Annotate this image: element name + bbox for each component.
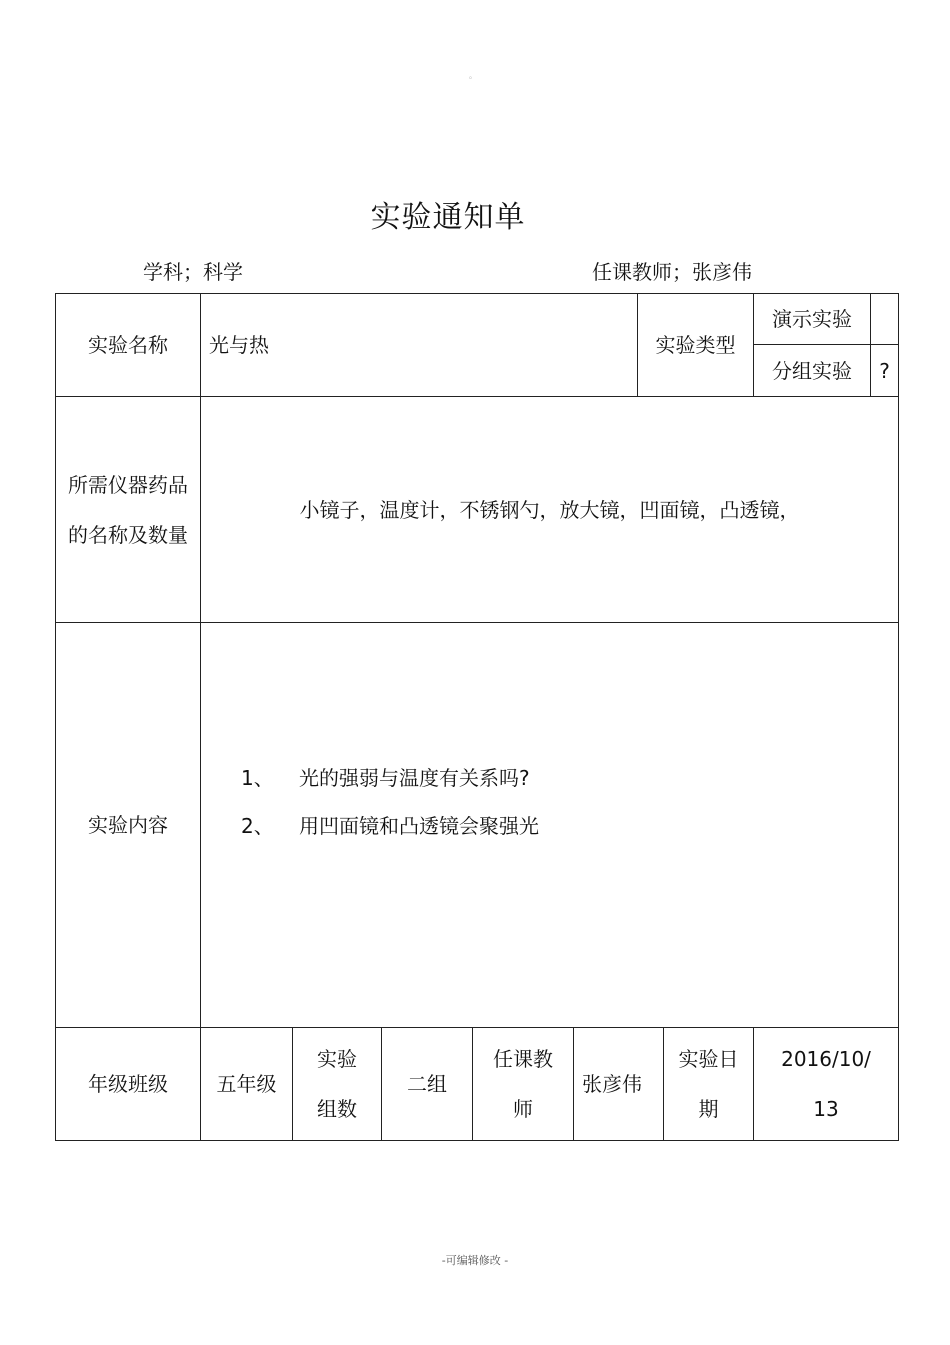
- page-footer: -可编辑修改 -: [441, 1254, 509, 1267]
- name-label-cell: [56, 294, 201, 397]
- content-item-text: 用凹面镜和凸透镜会聚强光: [299, 814, 539, 838]
- content-item: [241, 754, 898, 802]
- type-label-cell: [638, 294, 754, 397]
- name-value: 光与热: [209, 333, 269, 357]
- content-item-text: 光的强弱与温度有关系吗?: [299, 766, 530, 790]
- date-value-cell: [754, 1028, 899, 1141]
- equipment-value: 小镜子，温度计，不锈钢勺，放大镜，凹面镜，凸透镜，: [299, 497, 800, 522]
- page-title: 实验通知单: [370, 200, 526, 235]
- name-value-cell: [201, 294, 638, 397]
- equipment-label: 所需仪器药品的名称及数量: [68, 472, 188, 547]
- teacher-label: 任课教师: [493, 1047, 553, 1121]
- name-label: 实验名称: [88, 333, 168, 357]
- type-demo-label: 演示实验: [772, 307, 853, 331]
- groups-value-cell: [382, 1028, 473, 1141]
- type-demo-mark-cell: [871, 294, 899, 345]
- groups-label: 实验组数: [317, 1047, 357, 1121]
- teacher-line: 任课教师；张彦伟: [592, 260, 752, 284]
- type-group-label: 分组实验: [772, 358, 853, 383]
- content-label-cell: [56, 623, 201, 1028]
- groups-value: 二组: [407, 1072, 447, 1096]
- teacher-value-cell: [574, 1028, 664, 1141]
- type-group-mark: ?: [879, 358, 890, 383]
- equipment-value-cell: [201, 397, 899, 623]
- content-item: [241, 802, 898, 850]
- content-item-number: 1、: [241, 766, 274, 790]
- date-value: 2016/10/13: [781, 1047, 871, 1121]
- teacher-value: 张彦伟: [582, 1072, 642, 1096]
- subject-line: 学科；科学: [143, 260, 243, 284]
- content-label: 实验内容: [88, 813, 168, 837]
- grade-label-cell: [56, 1028, 201, 1141]
- content-list-cell: [201, 623, 899, 1028]
- experiment-table: [55, 293, 899, 1141]
- type-group-cell: [754, 345, 871, 397]
- type-label: 实验类型: [655, 333, 736, 357]
- date-label: 实验日期: [678, 1047, 739, 1121]
- type-demo-cell: [754, 294, 871, 345]
- content-item-number: 2、: [241, 814, 274, 838]
- grade-label: 年级班级: [88, 1072, 168, 1096]
- grade-value-cell: [201, 1028, 293, 1141]
- equipment-label-cell: [56, 397, 201, 623]
- teacher-label-cell: [473, 1028, 574, 1141]
- type-group-mark-cell: [871, 345, 899, 397]
- date-label-cell: [664, 1028, 754, 1141]
- grade-value: 五年级: [216, 1072, 277, 1096]
- page-marker: 。: [469, 71, 477, 80]
- groups-label-cell: [293, 1028, 382, 1141]
